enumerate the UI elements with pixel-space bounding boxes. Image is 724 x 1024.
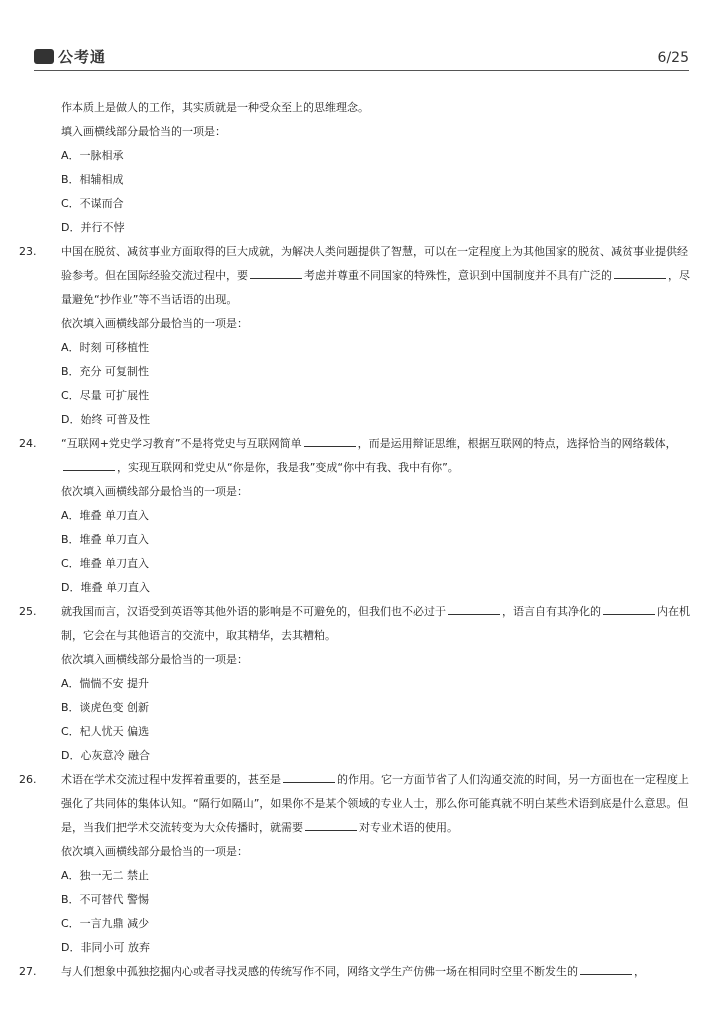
option: C．堆叠 单刀直入 — [61, 557, 150, 570]
question-number: 23. — [19, 245, 37, 258]
option: A．独一无二 禁止 — [61, 869, 150, 882]
question-prompt: 依次填入画横线部分最恰当的一项是： — [61, 653, 248, 666]
intro-line: 作本质上是做人的工作，其实质就是一种受众至上的思维理念。 — [61, 101, 369, 114]
question-number: 25. — [19, 605, 37, 618]
option: A．一脉相承 — [61, 149, 124, 162]
blank — [250, 268, 302, 279]
question-text: 对专业术语的使用。 — [359, 821, 458, 834]
question-text: 就我国而言，汉语受到英语等其他外语的影响是不可避免的，但我们也不必过于 — [61, 605, 446, 618]
question-text: 考虑并尊重不同国家的特殊性，意识到中国制度并不具有广泛的 — [304, 269, 612, 282]
question-tail: ， — [634, 965, 645, 978]
logo-text: 公考通 — [58, 48, 107, 66]
blank — [63, 460, 115, 471]
option: B．相辅相成 — [61, 173, 124, 186]
question-text: 中国在脱贫、减贫事业方面取得的巨大成就，为解决人类问题提供了智慧，可以在一定程度上为其他国家的脱贫、减贫事业提供经验参考。但在国际经验交流过程中，要 — [61, 245, 688, 282]
blank — [304, 436, 356, 447]
logo — [34, 46, 106, 67]
option: D．始终 可普及性 — [61, 413, 150, 426]
option: A．惴惴不安 提升 — [61, 677, 150, 690]
question-27 — [19, 960, 690, 984]
question-text: 术语在学术交流过程中发挥着重要的，甚至是 — [61, 773, 281, 786]
blank — [305, 820, 357, 831]
question-23 — [19, 240, 690, 432]
option: D．心灰意冷 融合 — [61, 749, 150, 762]
question-26 — [19, 768, 690, 960]
option: B．充分 可复制性 — [61, 365, 150, 378]
option: A．堆叠 单刀直入 — [61, 509, 150, 522]
option: C．不谋而合 — [61, 197, 124, 210]
option: B．谈虎色变 创新 — [61, 701, 150, 714]
option: B．不可替代 警惕 — [61, 893, 150, 906]
question-number: 26. — [19, 773, 37, 786]
question-text: ，实现互联网和党史从“你是你，我是我”变成“你中有我、我中有你”。 — [117, 461, 459, 474]
question-text: 与人们想象中孤独挖掘内心或者寻找灵感的传统写作不同，网络文学生产仿佛一场在相同时空里不断发生的 — [61, 965, 578, 978]
question-24 — [19, 432, 690, 600]
blank — [283, 772, 335, 783]
question-number: 24. — [19, 437, 37, 450]
question-text: 内在机制，它会在与其他语言的交流中，取其精华，去其糟粕。 — [61, 605, 690, 642]
option: D．堆叠 单刀直入 — [61, 581, 150, 594]
logo-badge-icon — [34, 49, 54, 64]
option: B．堆叠 单刀直入 — [61, 533, 150, 546]
intro-prompt: 填入画横线部分最恰当的一项是： — [61, 125, 226, 138]
option: D．并行不悖 — [61, 221, 125, 234]
option: C．一言九鼎 减少 — [61, 917, 150, 930]
blank — [448, 604, 500, 615]
question-text: 的作用。它一方面节省了人们沟通交流的时间，另一方面也在一定程度上强化了共同体的集体认知。“隔行如隔山”，如果你不是某个领域的专业人士，那么你可能真就不明白某些术语到底是什么意思。但是，当我们把学术交流转变为大众传播时，就需要 — [61, 773, 689, 834]
question-prompt: 依次填入画横线部分最恰当的一项是： — [61, 485, 248, 498]
option: C．尽量 可扩展性 — [61, 389, 150, 402]
question-number: 27. — [19, 965, 37, 978]
question-25 — [19, 600, 690, 768]
option: C．杞人忧天 偏选 — [61, 725, 150, 738]
question-prompt: 依次填入画横线部分最恰当的一项是： — [61, 317, 248, 330]
blank — [580, 964, 632, 975]
question-text: ，语言自有其净化的 — [502, 605, 601, 618]
question-text: “互联网+党史学习教育”不是将党史与互联网简单 — [61, 437, 302, 450]
blank — [614, 268, 666, 279]
page-number: 6/25 — [657, 50, 689, 66]
option: D．非同小可 放弃 — [61, 941, 150, 954]
blank — [603, 604, 655, 615]
page-header — [34, 46, 689, 71]
question-text: ，而是运用辩证思维，根据互联网的特点，选择恰当的网络载体， — [357, 437, 677, 450]
question-prompt: 依次填入画横线部分最恰当的一项是： — [61, 845, 248, 858]
question-text: ，尽量避免“抄作业”等不当话语的出现。 — [61, 269, 690, 306]
document-body — [19, 96, 690, 984]
option: A．时刻 可移植性 — [61, 341, 150, 354]
